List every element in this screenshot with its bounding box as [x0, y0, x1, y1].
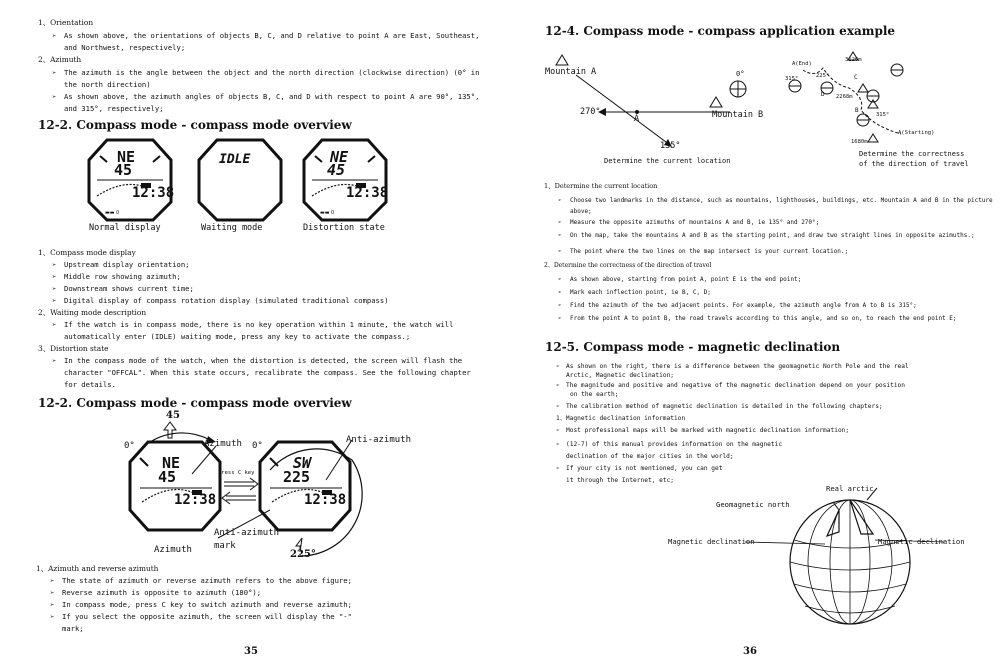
azimuth-line-4: and 315°, respectively; — [64, 104, 164, 113]
declination-line: As shown on the right, there is a difference between the geomagnetic North Pole and the real — [566, 363, 909, 370]
declination-heading: 12-5. Compass mode - magnetic declination — [545, 340, 841, 354]
bullet-arrow: ➢ — [52, 260, 57, 269]
watch-distortion-dir: NE — [330, 148, 349, 166]
locate-item: Choose two landmarks in the distance, such as mountains, lighthouses, buildings, etc. Mountain A and B in the picture — [570, 197, 993, 204]
bullet-arrow: ➢ — [558, 276, 562, 283]
waiting-title: 2、Waiting mode description — [38, 308, 147, 317]
map1-caption: Determine the current location — [604, 157, 731, 165]
map1-135: 135° — [660, 141, 681, 151]
distortion-line-2: character "OFFCAL". When this state occurs, recalibrate the compass. See the following chapter — [64, 368, 471, 377]
locate-item: The point where the two lines on the map intersect is your current location.; — [570, 248, 849, 255]
distortion-line-1: In the compass mode of the watch, when the distortion is detected, the screen will flash the — [64, 356, 463, 365]
globe-mag-dec-left: Magnetic declination — [668, 537, 755, 546]
reverse-item: Reverse azimuth is opposite to azimuth (180°); — [62, 588, 262, 597]
map2-225: 225° — [816, 73, 830, 79]
watch-idle-text: IDLE — [219, 152, 251, 167]
watch-waiting — [195, 138, 285, 223]
bullet-arrow: ➢ — [558, 219, 562, 226]
az-bottom-deg: 225° — [290, 549, 316, 560]
az-anti-mark-2: mark — [214, 541, 236, 551]
az-top-deg: 45 — [166, 410, 180, 421]
bullet-arrow: ➢ — [52, 68, 57, 77]
example-heading: 12-4. Compass mode - compass application example — [545, 24, 896, 38]
map2-alt2: 2268m — [836, 94, 853, 100]
watch-normal-deg: 45 — [114, 161, 133, 179]
az-w2-deg: 225 — [283, 468, 311, 486]
bullet-arrow: ➢ — [558, 197, 562, 204]
az-anti-label: Anti-azimuth — [346, 435, 412, 445]
declination-line: If your city is not mentioned, you can get — [566, 465, 723, 472]
az-azimuth-label: Azimuth — [204, 439, 242, 449]
reverse-cont: mark; — [62, 624, 84, 633]
az-anti-mark-1: Anti-azimuth — [214, 528, 280, 538]
bullet-arrow: ➢ — [52, 320, 57, 329]
azimuth-line-3: As shown above, the azimuth angles of objects B, C, and D with respect to point A are 90°, 135°, — [64, 92, 480, 101]
declination-line: it through the Internet, etc; — [566, 477, 675, 484]
globe-mag-dec-right: Magnetic declination — [878, 537, 965, 546]
az-w1-deg: 45 — [158, 468, 177, 486]
az-zero-left: 0° — [124, 441, 135, 451]
travel-item: As shown above, starting from point A, point E is the end point; — [570, 276, 802, 283]
page-number-right: 36 — [743, 646, 757, 657]
bullet-arrow: ➢ — [556, 427, 560, 434]
locate-item: Measure the opposite azimuths of mountains A and B, ie 135° and 270°; — [570, 219, 820, 226]
watch-distortion-deg: 45 — [327, 161, 346, 179]
map2-315a: 315° — [785, 76, 799, 82]
bullet-arrow: ➢ — [52, 356, 57, 365]
compass-display-item: Downstream shows current time; — [64, 284, 194, 293]
az-w2-time: 12:38 — [304, 492, 347, 508]
watch-distortion-time: 12:38 — [346, 185, 389, 201]
declination-line: declination of the major cities in the world; — [566, 453, 734, 460]
watch-distortion-label: Distortion state — [303, 223, 385, 233]
bullet-arrow: ➢ — [556, 382, 560, 389]
bullet-arrow: ➢ — [52, 296, 57, 305]
az-press-c: Press C key — [218, 470, 255, 476]
map1-mountain-b: Mountain B — [712, 110, 764, 120]
map-travel — [785, 48, 995, 148]
overview-heading: 12-2. Compass mode - compass mode overview — [38, 118, 352, 132]
bullet-arrow: ➢ — [558, 289, 562, 296]
map2-a-end: A(End) — [792, 61, 812, 67]
watch-normal-time: 12:38 — [132, 185, 175, 201]
map1-270: 270° — [580, 107, 601, 117]
svg-text:▬▬ 0: ▬▬ 0 — [320, 210, 335, 216]
declination-line: Most professional maps will be marked with magnetic declination information; — [566, 427, 850, 434]
locate-cont: above; — [570, 208, 592, 215]
bullet-arrow: ➢ — [52, 92, 57, 101]
compass-display-item: Middle row showing azimuth; — [64, 272, 181, 281]
travel-title: 2、Determine the correctness of the direction of travel — [544, 262, 712, 269]
bullet-arrow: ➢ — [556, 403, 560, 410]
overview-heading-2: 12-2. Compass mode - compass mode overview — [38, 396, 352, 410]
azimuth-line-2: the north direction) — [64, 80, 151, 89]
globe-real-arctic: Real arctic — [826, 484, 874, 493]
compass-display-item: Upstream display orientation; — [64, 260, 190, 269]
map1-point-a: A — [634, 114, 640, 124]
declination-line: The magnitude and positive and negative of the magnetic declination depend on your position — [566, 382, 905, 389]
az-zero-right: 0° — [252, 441, 263, 451]
travel-item: Find the azimuth of the two adjacent points. For example, the azimuth angle from A to B is 315°; — [570, 302, 917, 309]
locate-title: 1、Determine the current location — [544, 182, 658, 190]
bullet-arrow: ➢ — [558, 248, 562, 255]
declination-line: The calibration method of magnetic declination is detailed in the following chapters; — [566, 403, 883, 410]
distortion-title: 3、Distortion state — [38, 344, 109, 353]
reverse-item: The state of azimuth or reverse azimuth refers to the above figure; — [62, 576, 352, 585]
declination-line: 1、Magnetic declination information — [556, 415, 686, 422]
map2-alt1: 3126m — [845, 57, 862, 63]
map2-d: D — [821, 91, 825, 98]
waiting-line-1: If the watch is in compass mode, there is no key operation within 1 minute, the watch will — [64, 320, 454, 329]
bullet-arrow: ➢ — [52, 31, 57, 40]
globe-geomagnetic-north: Geomagnetic north — [716, 500, 790, 509]
declination-line: on the earth; — [570, 391, 619, 398]
azimuth-line-1: The azimuth is the angle between the object and the north direction (clockwise direction) (0° in — [64, 68, 480, 77]
waiting-line-2: automatically enter (IDLE) waiting mode, press any key to activate the compass.; — [64, 332, 411, 341]
bullet-arrow: ➢ — [50, 588, 55, 597]
map1-zero: 0° — [736, 70, 745, 78]
map2-caption-2: of the direction of travel — [859, 160, 969, 168]
locate-item: On the map, take the mountains A and B as the starting point, and draw two straight lines in opposite azimuths.; — [570, 232, 975, 239]
map2-c: C — [854, 74, 858, 81]
bullet-arrow: ➢ — [50, 600, 55, 609]
bullet-arrow: ➢ — [556, 441, 560, 448]
bullet-arrow: ➢ — [558, 232, 562, 239]
compass-display-item: Digital display of compass rotation display (simulated traditional compass) — [64, 296, 389, 305]
page-36 — [500, 0, 1000, 667]
distortion-line-3: for details. — [64, 380, 116, 389]
map1-mountain-a: Mountain A — [545, 67, 597, 77]
declination-line: Arctic, Magnetic declination; — [566, 372, 675, 379]
bullet-arrow: ➢ — [52, 272, 57, 281]
az-w1-dir: NE — [162, 454, 181, 472]
bullet-arrow: ➢ — [52, 284, 57, 293]
bullet-arrow: ➢ — [50, 576, 55, 585]
map2-alt3: 1680m — [851, 139, 868, 145]
travel-item: From the point A to point B, the road travels according to this angle, and so on, to reach the end point E; — [570, 315, 957, 322]
page-number-left: 35 — [244, 646, 258, 657]
watch-normal-dir: NE — [117, 148, 136, 166]
bullet-arrow: ➢ — [50, 612, 55, 621]
az-w2-dir: SW — [293, 454, 312, 472]
reverse-title: 1、Azimuth and reverse azimuth — [36, 564, 159, 573]
orientation-line-2: and Northwest, respectively; — [64, 43, 186, 52]
map2-b: B — [855, 107, 859, 114]
watch-waiting-label: Waiting mode — [201, 223, 263, 233]
bullet-arrow: ➢ — [556, 465, 560, 472]
map2-315b: 315° — [876, 112, 890, 118]
orientation-title: 1、Orientation — [38, 18, 94, 27]
bullet-arrow: ➢ — [558, 315, 562, 322]
compass-display-title: 1、Compass mode display — [38, 248, 136, 257]
svg-text:▬▬ 0: ▬▬ 0 — [105, 210, 120, 216]
declination-line: (12-7) of this manual provides information on the magnetic — [566, 441, 783, 448]
map2-caption-1: Determine the correctness — [859, 150, 965, 158]
orientation-line-1: As shown above, the orientations of objects B, C, and D relative to point A are East, Southeast, — [64, 31, 480, 40]
map2-start: A(Starting) — [898, 130, 935, 136]
watch-normal-label: Normal display — [89, 223, 161, 233]
az-w1-time: 12:38 — [174, 492, 217, 508]
reverse-item: If you select the opposite azimuth, the screen will display the "-" — [62, 612, 352, 621]
travel-item: Mark each inflection point, ie B, C, D; — [570, 289, 711, 296]
reverse-item: In compass mode, press C key to switch azimuth and reverse azimuth; — [62, 600, 352, 609]
bullet-arrow: ➢ — [556, 363, 560, 370]
bullet-arrow: ➢ — [558, 302, 562, 309]
azimuth-title: 2、Azimuth — [38, 55, 82, 64]
az-azimuth-bottom: Azimuth — [154, 545, 192, 555]
